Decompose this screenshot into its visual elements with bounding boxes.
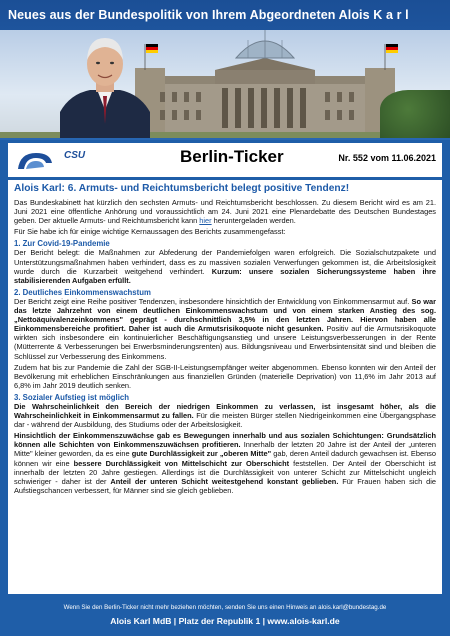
footer <box>0 596 450 636</box>
section-3-paragraph-2 <box>14 431 436 495</box>
section-3-text-1: Für die meisten Bürger stellen Niedrigeinkommen eine Übergangsphase dar - während der Ausbildung, des Studiums oder der Arbeitslosigkeit. <box>14 411 436 430</box>
section-3-text-5: Für Frauen haben sich die Aufstiegschancen verbessert, für Männer sind sie gleich geblieben. <box>14 476 437 495</box>
article-headline: Alois Karl: 6. Armuts- und Reichtumsbericht belegt positive Tendenz! <box>14 183 350 194</box>
section-2-text: Der Bericht zeigt eine Reihe positiver Tendenzen, insbesondere hinsichtlich der Entwicklung von Einkommensarmut auf. <box>14 296 410 306</box>
section-1-title: 1. Zur Covid-19-Pandemie <box>14 239 110 249</box>
section-1-paragraph <box>14 248 436 284</box>
section-2-highlight: So war das letzte Jahrzehnt von einem deutlichen Einkommenswachstum und von einem starken Anstieg des sog. „Nettoäquivalenzeinkommens" geprägt - durchschnittlich 3,5% in den letzten Jahren. Hiervon haben alle Einkommensbereiche profitiert. Daher ist auch die Armutsrisikoquote nicht gesunken. <box>14 296 436 334</box>
section-3-title: 3. Sozialer Aufstieg ist möglich <box>14 392 129 402</box>
section-3-text-4: feststellen. Der Anteil der Oberschicht ist innerhalb der letzten 20 Jahre gestiegen. Allerdings ist die Durchlässigkeit von unterer Schicht zur Mittelschicht ungleich schwieriger - daher ist der <box>14 458 436 486</box>
issue-number: Nr. 552 vom 11.06.2021 <box>338 153 436 163</box>
newsletter-title: Berlin-Ticker <box>180 147 284 166</box>
contact-line: Alois Karl MdB | Platz der Republik 1 | www.alois-karl.de <box>110 616 340 626</box>
section-3-text-2: Innerhalb der letzten 20 Jahre ist der Anteil der „unteren Mitte" kleiner geworden, da es eine <box>14 440 436 459</box>
intro-text-end: heruntergeladen werden. <box>213 216 296 226</box>
article-panel <box>8 180 442 594</box>
section-1-conclusion: Kurzum: unsere sozialen Sicherungssysteme haben ihre stabilisierenden Aufgaben erfüllt. <box>14 266 436 285</box>
section-2-paragraph-1 <box>14 297 436 361</box>
section-2-title: 2. Deutliches Einkommenswachstum <box>14 287 151 297</box>
unsubscribe-note: Wenn Sie den Berlin-Ticker nicht mehr beziehen möchten, senden Sie uns einen Hinweis an alois.karl@bundestag.de <box>63 604 387 611</box>
intro-summary: Für Sie habe ich für einige wichtige Kernaussagen des Berichts zusammengefasst: <box>14 227 286 237</box>
intro-text: Das Bundeskabinett hat kürzlich den sechsten Armuts- und Reichtumsbericht beschlossen. Zu diesem Bericht wird es am 21. Juni 2021 eine öffentliche Anhörung und voraussichtlich am 24. Juni 2021 eine Plenardebatte des Deutschen Bundestages geben. Der aktuelle Armuts- und Reichtumsbericht kann <box>14 198 436 226</box>
section-3-highlight-3: gute Durchlässigkeit zur „oberen Mitte" <box>131 449 272 459</box>
section-3-highlight-5: Anteil der unteren Schicht weitestgehend konstant geblieben. <box>110 476 339 486</box>
csu-lion-icon <box>16 149 56 171</box>
intro-paragraph <box>14 198 436 225</box>
header <box>0 0 450 140</box>
section-3-highlight-4: bessere Durchlässigkeit von Mittelschicht zur Oberschicht <box>73 458 290 468</box>
section-2-text-2: Positiv auf die Armutsrisikoquote wirkten sich insbesondere ein kontinuierlicher Beschäftigungsanstieg und unsere Leistungsverbesserungen in der Rente (Mütterrente & Verbesserungen bei Erwerbsminderungsrenten) aus. Bildungsniveau und Erwerbsintensität sind und bleiben die Schlüssel zur Verbesserung des Einkommens. <box>14 324 436 361</box>
csu-logo-text: CSU <box>64 150 86 161</box>
header-photo <box>0 30 450 138</box>
portrait-photo <box>60 32 150 138</box>
title-banner <box>8 143 442 177</box>
section-3-paragraph-1 <box>14 402 436 429</box>
csu-logo <box>16 149 86 171</box>
download-link[interactable]: hier <box>199 216 212 226</box>
section-2-paragraph-2: Zudem hat bis zur Pandemie die Zahl der SGB-II-Leistungsempfänger weiter abgenommen. Ebenso konnten wir den Anteil der Bevölkerung mit erheblichen Einschränkungen aus finanziellen Gründen (materielle Deprivation) von 11,6% im Jahr 2013 auf 6,8% im Jahr 2019 deutlich senken. <box>14 362 436 390</box>
section-1-text: Der Bericht belegt: die Maßnahmen zur Abfederung der Pandemiefolgen waren erfolgreich. Die Sozialschutzpakete und Unterstützungsmaßnahmen haben verhindert, dass es zu massiven sozialen Verwerfungen gekommen ist, die Arbeitslosigkeit wurde durch die Kurzarbeit weitgehend verhindert. <box>14 248 436 276</box>
tree-image <box>380 90 450 138</box>
section-3-highlight-2: Hinsichtlich der Einkommenszuwächse gab es Bewegungen innerhalb und aus sozialen Schichtungen: Grundsätzlich können alle Schichten von Einkommenszuwächsen profitieren. <box>14 431 436 450</box>
section-3-highlight-1: Die Wahrscheinlichkeit den Bereich der niedrigen Einkommen zu verlassen, ist insgesamt höher, als die Wahrscheinlichkeit in Einkommensarmut zu fallen. <box>14 401 436 421</box>
section-3-text-3: gab, deren Anteil dadurch gewachsen ist. Ebenso können wir eine <box>14 449 436 468</box>
header-title: Neues aus der Bundespolitik von Ihrem Abgeordneten Alois K a r l <box>8 8 409 22</box>
